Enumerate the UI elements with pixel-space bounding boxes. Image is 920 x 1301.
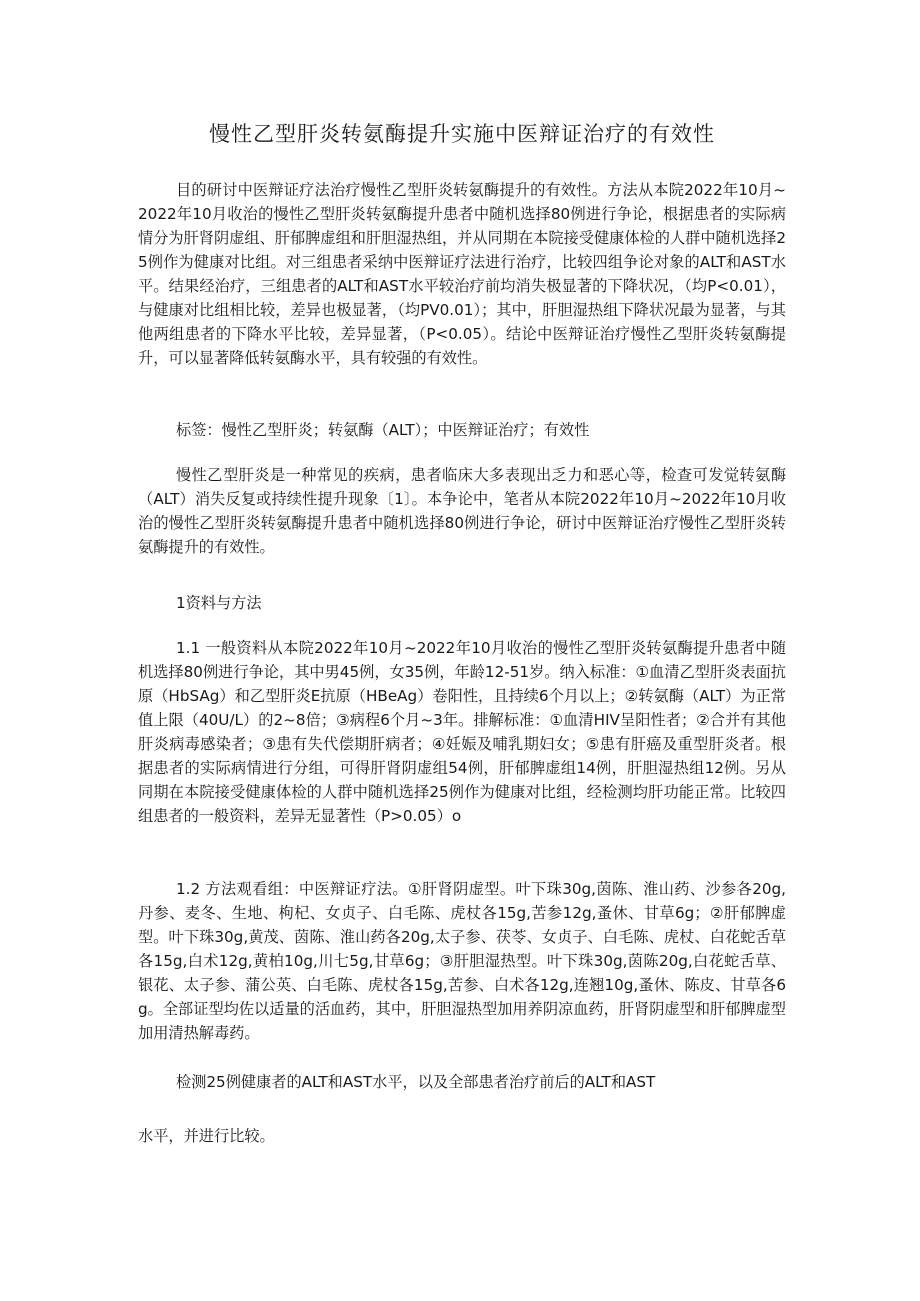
section-heading: 1资料与方法 bbox=[176, 594, 262, 612]
detection-continuation: 水平，并进行比较。 bbox=[138, 1127, 275, 1145]
keywords-paragraph: 标签：慢性乙型肝炎；转氨酶（ALT）；中医辩证治疗；有效性 bbox=[176, 421, 590, 439]
document-title: 慢性乙型肝炎转氨酶提升实施中医辩证治疗的有效性 bbox=[209, 122, 715, 146]
abstract-paragraph: 目的研讨中医辩证疗法治疗慢性乙型肝炎转氨酶提升的有效性。方法从本院2022年10月~2022年10月收治的慢性乙型肝炎转氨酶提升患者中随机选择80例进行争论，根据患者的实际病情分为肝肾阴虚组、肝郁脾虚组和肝胆湿热组，并从同期在本院接受健康体检的人群中随机选择25例作为健康对比组。对三组患者采纳中医辩证疗法进行治疗，比较四组争论对象的ALT和AST水平。结果经治疗，三组患者的ALT和AST水平较治疗前均消失极显著的下降状况，（均P<0.01），与健康对比组相比较，差异也极显著，（均PV0.01）；其中，肝胆湿热组下降状况最为显著，与其他两组患者的下降水平比较，差异显著，（P<0.05）。结论中医辩证治疗慢性乙型肝炎转氨酶提升，可以显著降低转氨酶水平，具有较强的有效性。 bbox=[138, 181, 786, 367]
general-data-paragraph: 1.1 一般资料从本院2022年10月~2022年10月收治的慢性乙型肝炎转氨酶提升患者中随机选择80例进行争论，其中男45例，女35例，年龄12-51岁。纳入标准：①血清乙型肝炎表面抗原（HbSAg）和乙型肝炎E抗原（HBeAg）卷阳性，且持续6个月以上；②转氨酶（ALT）为正常值上限（40U/L）的2~8倍；③病程6个月~3年。排解标准：①血清HIV呈阳性者；②合并有其他肝炎病毒感染者；③患有失代偿期肝病者；④妊娠及哺乳期妇女；⑤患有肝癌及重型肝炎者。根据患者的实际病情进行分组，可得肝肾阴虚组54例，肝郁脾虚组14例，肝胆湿热组12例。另从同期在本院接受健康体检的人群中随机选择25例作为健康对比组，经检测均肝功能正常。比较四组患者的一般资料，差异无显著性（P>0.05）o bbox=[138, 639, 786, 825]
method-paragraph: 1.2 方法观看组：中医辩证疗法。①肝肾阴虚型。叶下珠30g,茵陈、淮山药、沙参各20g,丹参、麦冬、生地、枸杞、女贞子、白毛陈、虎杖各15g,苦参12g,蚤休、甘草6g；②肝郁脾虚型。叶下珠30g,黄茂、茵陈、淮山药各20g,太子参、茯苓、女贞子、白毛陈、虎杖、白花蛇舌草各15g,白术12g,黄柏10g,川七5g,甘草6g；③肝胆湿热型。叶下珠30g,茵陈20g,白花蛇舌草、银花、太子参、蒲公英、白毛陈、虎杖各15g,苦参、白术各12g,连翘10g,蚤休、陈皮、甘草各6g。全部证型均佐以适量的活血药，其中，肝胆湿热型加用养阴凉血药，肝肾阴虚型和肝郁脾虚型加用清热解毒药。 bbox=[138, 880, 786, 1042]
detection-paragraph: 检测25例健康者的ALT和AST水平，以及全部患者治疗前后的ALT和AST bbox=[176, 1073, 656, 1091]
intro-paragraph: 慢性乙型肝炎是一种常见的疾病，患者临床大多表现出乏力和恶心等，检查可发觉转氨酶（ALT）消失反复或持续性提升现象〔1〕。本争论中，笔者从本院2022年10月~2022年10月收治的慢性乙型肝炎转氨酶提升患者中随机选择80例进行争论，研讨中医辩证治疗慢性乙型肝炎转氨酶提升的有效性。 bbox=[138, 466, 786, 556]
